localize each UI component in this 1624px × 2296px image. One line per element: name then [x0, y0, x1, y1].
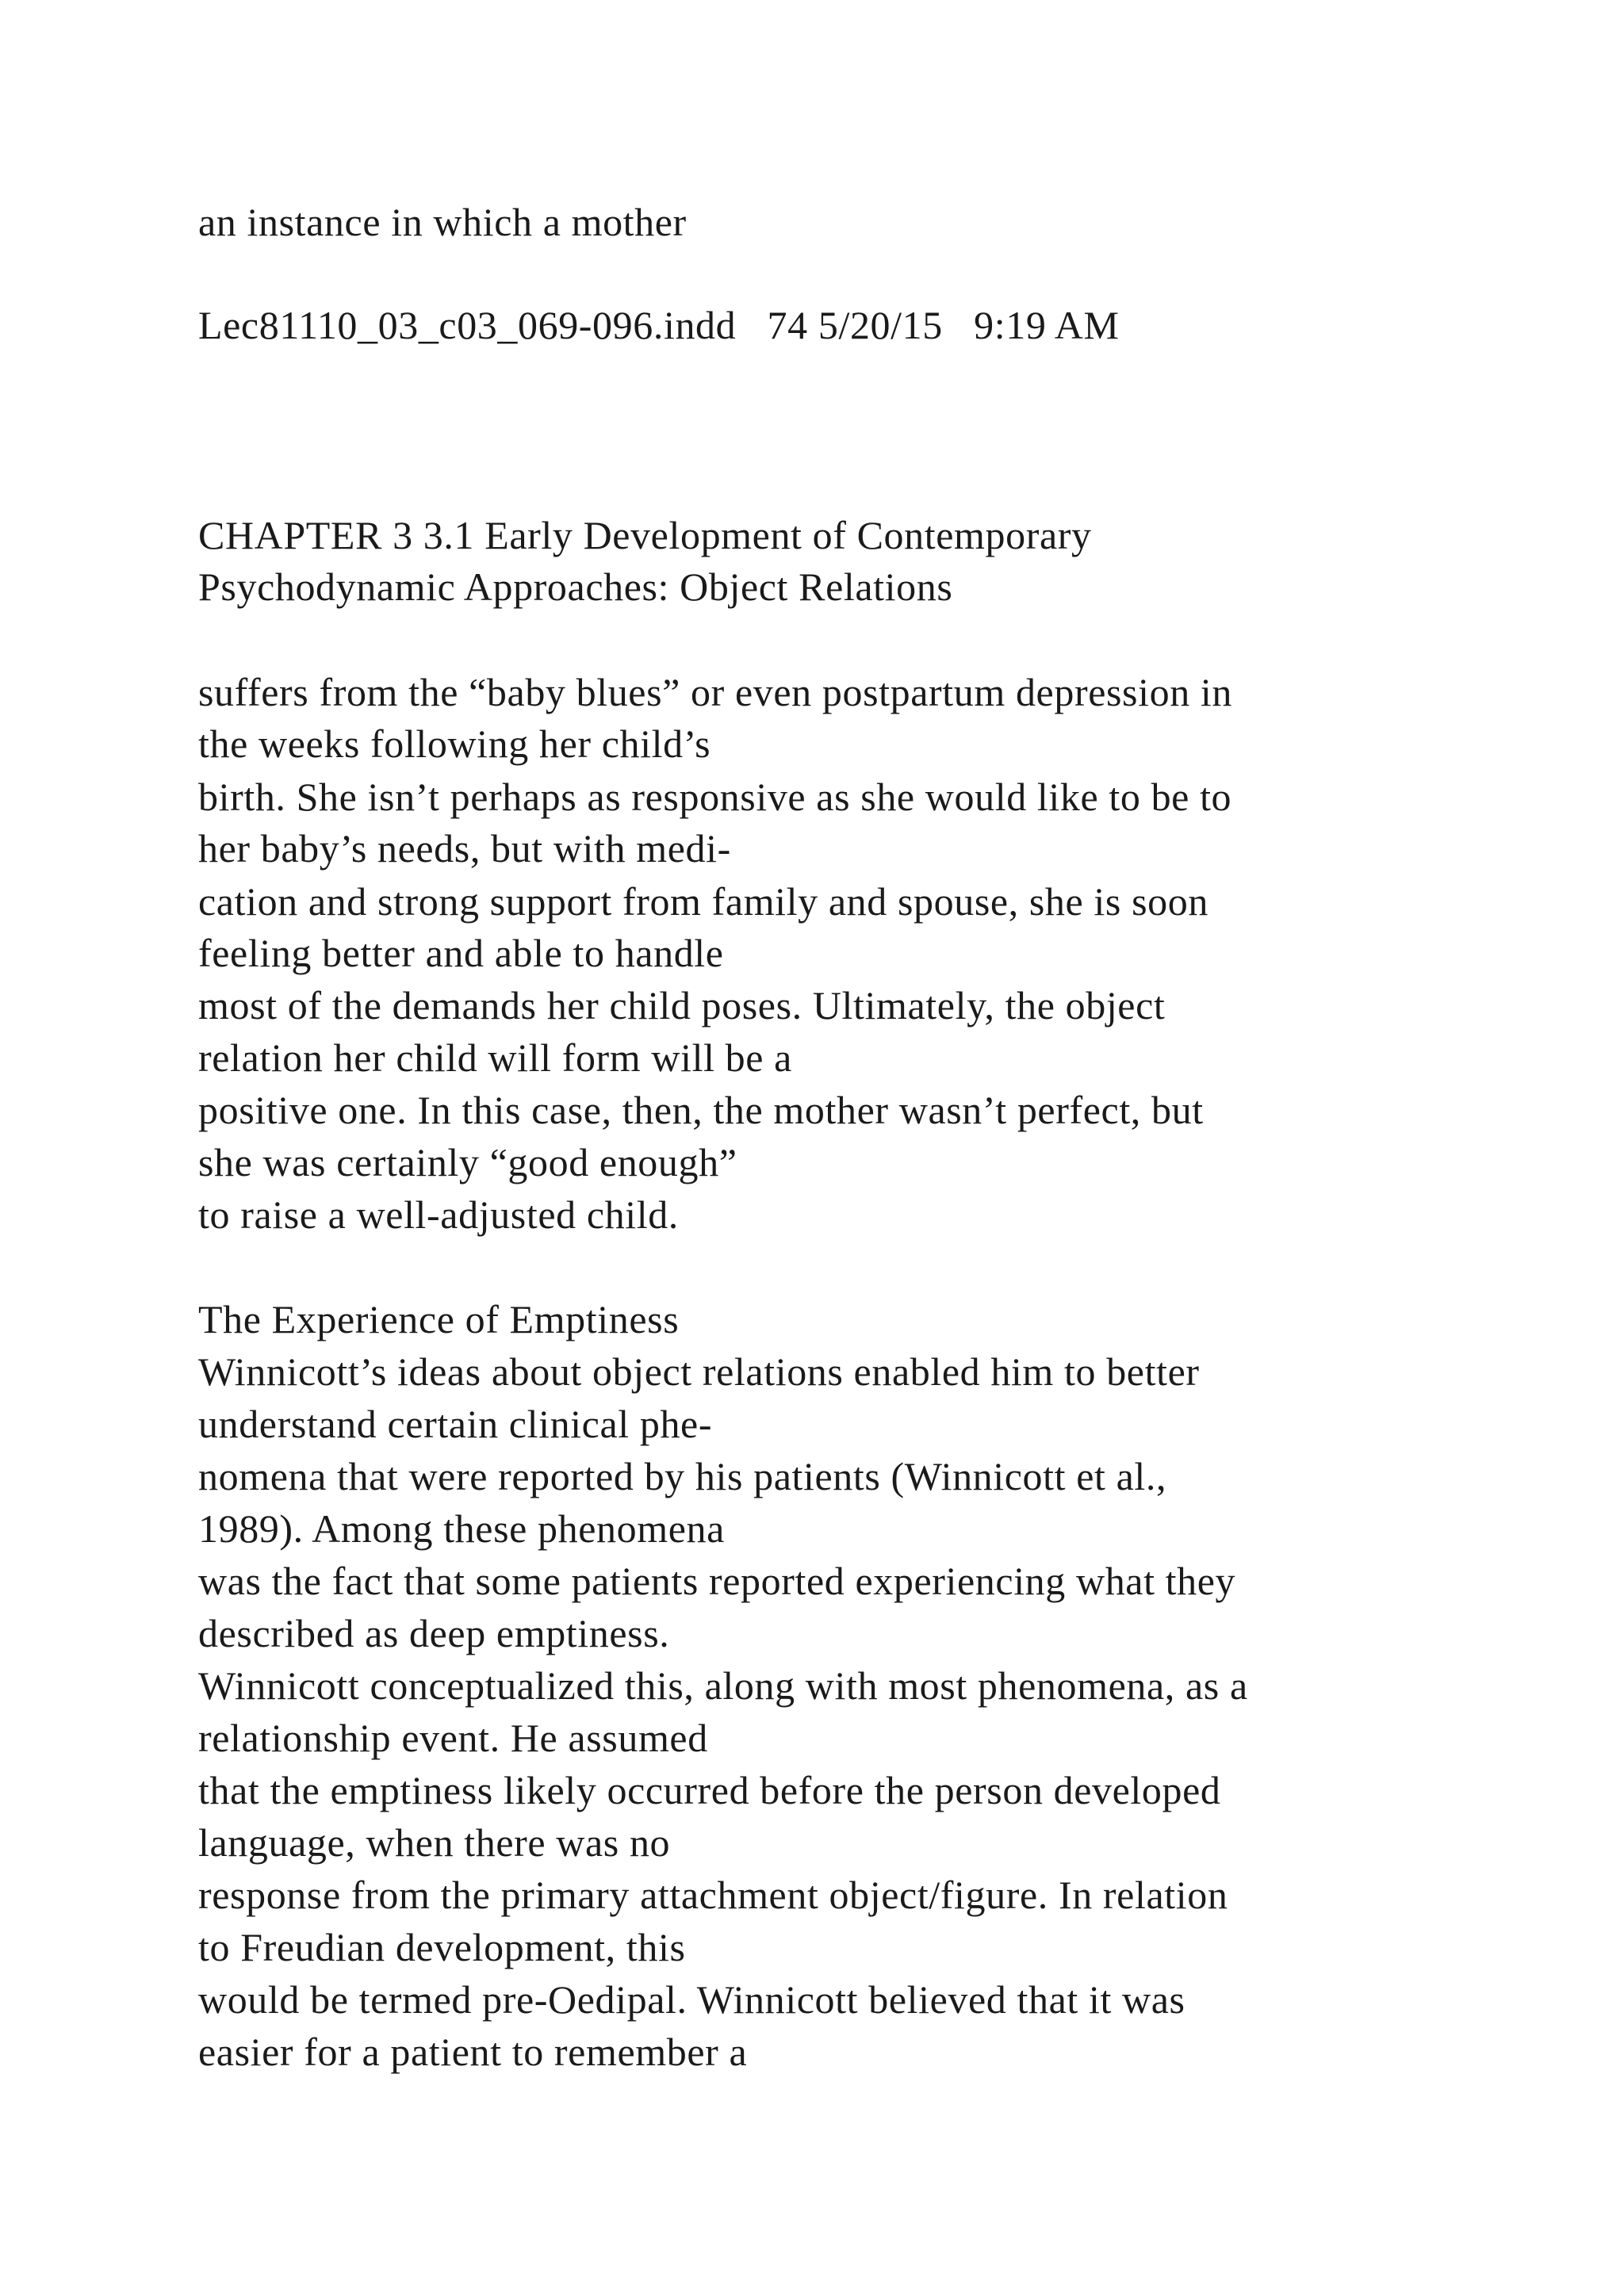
- text-line: 1989). Among these phenomena: [198, 1506, 725, 1551]
- text-line: the weeks following her child’s: [198, 721, 711, 766]
- text-line: described as deep emptiness.: [198, 1611, 670, 1655]
- text-line: to Freudian development, this: [198, 1925, 686, 1969]
- text-line: relationship event. He assumed: [198, 1716, 708, 1760]
- text-line: was the fact that some patients reported experiencing what they: [198, 1559, 1236, 1603]
- text-line: an instance in which a mother: [198, 200, 687, 244]
- text-line: most of the demands her child poses. Ultimately, the object: [198, 983, 1166, 1027]
- text-line: Winnicott conceptualized this, along with most phenomena, as a: [198, 1663, 1248, 1708]
- text-line: understand certain clinical phe-: [198, 1402, 713, 1446]
- text-line: cation and strong support from family and spouse, she is soon: [198, 879, 1208, 924]
- text-line: language, when there was no: [198, 1820, 671, 1865]
- text-line: positive one. In this case, then, the mother wasn’t perfect, but: [198, 1088, 1204, 1132]
- text-line: feeling better and able to handle: [198, 931, 724, 975]
- text-line: suffers from the “baby blues” or even postpartum depression in: [198, 670, 1232, 714]
- text-line: would be termed pre-Oedipal. Winnicott believed that it was: [198, 1977, 1185, 2022]
- text-line: relation her child will form will be a: [198, 1035, 792, 1080]
- text-line: she was certainly “good enough”: [198, 1140, 737, 1184]
- text-line: that the emptiness likely occurred before the person developed: [198, 1768, 1221, 1812]
- text-line: birth. She isn’t perhaps as responsive as she would like to be to: [198, 775, 1232, 819]
- text-line: her baby’s needs, but with medi-: [198, 826, 731, 871]
- file-slug-line: Lec81110_03_c03_069-096.indd 74 5/20/15 9:19 AM: [198, 303, 1120, 347]
- chapter-heading-line: Psychodynamic Approaches: Object Relations: [198, 564, 953, 609]
- text-line: Winnicott’s ideas about object relations enabled him to better: [198, 1349, 1200, 1394]
- section-heading: The Experience of Emptiness: [198, 1297, 680, 1341]
- text-line: easier for a patient to remember a: [198, 2030, 748, 2074]
- text-line: nomena that were reported by his patients (Winnicott et al.,: [198, 1454, 1167, 1498]
- chapter-heading-line: CHAPTER 3 3.1 Early Development of Contemporary: [198, 513, 1092, 557]
- text-line: to raise a well-adjusted child.: [198, 1192, 679, 1237]
- text-line: response from the primary attachment object/figure. In relation: [198, 1873, 1228, 1917]
